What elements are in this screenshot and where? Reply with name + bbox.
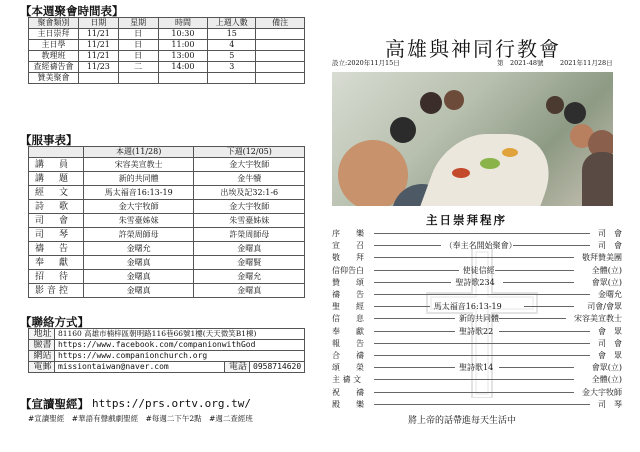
congregation-photo xyxy=(332,72,613,206)
order-title: 主日崇拜程序 xyxy=(426,213,507,227)
service-person: 金曙允 xyxy=(194,270,305,284)
meeting-cell xyxy=(256,40,305,51)
order-item: 合 禱 xyxy=(332,351,364,360)
meeting-row xyxy=(29,51,305,62)
bulletin-date: 2021年11月28日 xyxy=(560,59,613,67)
phone-label: 電話 xyxy=(225,362,250,373)
service-role: 司 會 xyxy=(29,214,84,228)
issue-number: 第 2021-48號 xyxy=(497,59,544,67)
order-row xyxy=(332,301,622,311)
order-content: 馬太福音16:13-19 xyxy=(433,302,502,312)
order-item: 奉 獻 xyxy=(332,326,364,336)
photo-person xyxy=(582,152,613,206)
order-row xyxy=(332,228,622,238)
service-person: 金大宇牧師 xyxy=(194,200,305,214)
col-header: 日期 xyxy=(78,18,118,29)
website-label: 網站 xyxy=(29,351,55,362)
leader-dashes xyxy=(374,331,455,332)
order-leader: 會 眾 xyxy=(598,351,622,360)
leader-dashes xyxy=(499,367,574,368)
order-content: 聖詩歌234 xyxy=(455,277,495,287)
photo-table xyxy=(417,134,566,206)
leader-dashes xyxy=(374,343,590,344)
order-row xyxy=(332,265,622,275)
facebook-label: 臉書 xyxy=(29,340,55,351)
service-row xyxy=(29,214,305,228)
service-person: 宋容美宣教士 xyxy=(83,158,194,172)
order-item: 頌 榮 xyxy=(332,363,364,373)
leader-dashes xyxy=(513,245,590,246)
leader-dashes xyxy=(374,306,430,307)
order-leader: 全體(立) xyxy=(591,265,622,275)
service-person: 許榮周師母 xyxy=(83,228,194,242)
photo-person xyxy=(444,90,464,110)
meeting-cell: 11:00 xyxy=(158,40,208,51)
order-leader: 司會/會眾 xyxy=(587,302,622,312)
meeting-row xyxy=(29,29,305,40)
email-value[interactable]: missiontaiwan@naver.com xyxy=(54,362,224,373)
service-person: 馬太福音16:13-19 xyxy=(83,186,194,200)
meeting-cell xyxy=(158,73,208,84)
service-role: 司 琴 xyxy=(29,228,84,242)
contact-email-row xyxy=(29,362,305,373)
order-list xyxy=(332,228,622,414)
order-leader: 敬拜贊美團 xyxy=(582,253,622,263)
service-role: 講 題 xyxy=(29,172,84,186)
leader-dashes xyxy=(374,379,574,380)
order-item: 信 息 xyxy=(332,314,364,324)
order-item: 信仰告白 xyxy=(332,265,364,275)
service-person: 新的共同體 xyxy=(83,172,194,186)
meeting-cell: 贊美聚會 xyxy=(29,73,79,84)
meeting-cell: 11/21 xyxy=(78,40,118,51)
meeting-cell: 二 xyxy=(118,62,158,73)
order-row xyxy=(332,277,622,287)
service-role: 講 員 xyxy=(29,158,84,172)
order-row xyxy=(332,313,622,323)
leader-dashes xyxy=(374,404,590,405)
meeting-cell: 10:30 xyxy=(158,29,208,40)
order-leader: 會 眾 xyxy=(598,326,622,336)
meetings-heading: 【本週聚會時間表】 xyxy=(20,4,124,18)
leader-dashes xyxy=(374,367,455,368)
col-header: 備注 xyxy=(256,18,305,29)
photo-person xyxy=(390,117,416,143)
photo-dish xyxy=(502,148,518,157)
service-row xyxy=(29,228,305,242)
service-heading: 【服事表】 xyxy=(20,133,78,147)
contact-website-row xyxy=(29,351,305,362)
order-content: 聖詩歌14 xyxy=(459,363,494,373)
contact-address-row xyxy=(29,329,305,340)
service-role: 招 待 xyxy=(29,270,84,284)
church-title: 高雄與神同行教會 xyxy=(385,37,561,61)
col-header: 聚會類別 xyxy=(29,18,79,29)
service-table xyxy=(28,146,305,298)
service-row xyxy=(29,270,305,284)
col-header: 上週人數 xyxy=(208,18,256,29)
contact-table xyxy=(28,328,305,373)
leader-dashes xyxy=(374,257,574,258)
service-header-row xyxy=(29,147,305,158)
meeting-cell: 日 xyxy=(118,51,158,62)
order-leader: 金大宇牧師 xyxy=(582,387,622,397)
order-content: 新的共同體 xyxy=(459,314,499,324)
order-item: 贊 頌 xyxy=(332,277,364,287)
order-leader: 會眾(立) xyxy=(591,363,622,373)
col-header: 時間 xyxy=(158,18,208,29)
order-leader: 司 會 xyxy=(598,229,622,238)
order-item: 宣 召 xyxy=(332,241,364,251)
service-role: 詩 歌 xyxy=(29,200,84,214)
photo-person xyxy=(564,102,586,124)
meeting-cell xyxy=(78,73,118,84)
photo-person xyxy=(420,92,442,114)
photo-dish xyxy=(452,168,470,178)
service-person: 金曙真 xyxy=(83,284,194,298)
order-row xyxy=(332,362,622,372)
meeting-cell xyxy=(118,73,158,84)
order-item: 報 告 xyxy=(332,338,364,348)
meeting-cell: 日 xyxy=(118,40,158,51)
service-row xyxy=(29,256,305,270)
address-value: 81160 高雄市楠梓區朝明路116巷66號1樓(天天微笑B1棟) xyxy=(54,329,304,340)
order-content: 使徒信經 xyxy=(462,265,495,275)
leader-dashes xyxy=(374,355,590,356)
order-leader: 宋容美宣教士 xyxy=(574,314,622,324)
leader-dashes xyxy=(374,270,459,271)
service-person: 金曙賢 xyxy=(194,256,305,270)
leader-dashes xyxy=(503,282,574,283)
col-header-this-week: 本週(11/28) xyxy=(83,147,194,158)
leader-dashes xyxy=(374,282,451,283)
service-role: 經 文 xyxy=(29,186,84,200)
meeting-cell: 13:00 xyxy=(158,51,208,62)
service-person: 金曙真 xyxy=(83,256,194,270)
bible-url-link[interactable]: https://prs.ortv.org.tw/ xyxy=(92,397,251,410)
order-row xyxy=(332,374,622,384)
meeting-cell: 教理班 xyxy=(29,51,79,62)
meeting-cell xyxy=(256,73,305,84)
meeting-row xyxy=(29,40,305,51)
leader-dashes xyxy=(374,245,441,246)
service-role: 禱 告 xyxy=(29,242,84,256)
leader-dashes xyxy=(495,270,574,271)
service-row xyxy=(29,186,305,200)
order-item: 祝 禱 xyxy=(332,387,364,397)
order-row xyxy=(332,399,622,409)
email-label: 電郵 xyxy=(29,362,55,373)
order-row xyxy=(332,350,622,360)
service-row xyxy=(29,200,305,214)
service-person: 朱雪臺姊妹 xyxy=(83,214,194,228)
col-header: 星期 xyxy=(118,18,158,29)
leader-dashes xyxy=(499,331,590,332)
service-row xyxy=(29,284,305,298)
service-blank-header xyxy=(29,147,84,158)
order-row xyxy=(332,326,622,336)
photo-dish xyxy=(480,158,500,169)
service-person: 金牛犢 xyxy=(194,172,305,186)
meeting-cell: 11/21 xyxy=(78,29,118,40)
meeting-cell: 查經禱告會 xyxy=(29,62,79,73)
meeting-cell: 主日崇拜 xyxy=(29,29,79,40)
order-row xyxy=(332,338,622,348)
meeting-row xyxy=(29,62,305,73)
phone-value: 0958714620 xyxy=(250,362,305,373)
leader-dashes xyxy=(374,233,590,234)
service-person: 金曙真 xyxy=(194,284,305,298)
service-person: 金曙允 xyxy=(83,242,194,256)
meeting-cell xyxy=(256,51,305,62)
meeting-cell: 14:00 xyxy=(158,62,208,73)
leader-dashes xyxy=(374,294,590,295)
meetings-header-row xyxy=(29,18,305,29)
meeting-cell xyxy=(256,62,305,73)
meetings-table xyxy=(28,17,305,84)
facebook-link[interactable]: https://www.facebook.com/companionwithGod xyxy=(54,340,304,351)
order-leader: 司 會 xyxy=(598,338,622,348)
service-person: 金大宇牧師 xyxy=(83,200,194,214)
meeting-cell: 15 xyxy=(208,29,256,40)
order-item: 禱 告 xyxy=(332,290,364,299)
bible-heading: 【宣讀聖經】 xyxy=(20,397,89,411)
order-item: 殿 樂 xyxy=(332,399,364,409)
meeting-cell xyxy=(208,73,256,84)
meeting-row xyxy=(29,73,305,84)
leader-dashes xyxy=(374,318,455,319)
order-content: （奉主名開始聚會） xyxy=(444,241,517,251)
leader-dashes xyxy=(499,318,566,319)
meeting-cell: 11/23 xyxy=(78,62,118,73)
service-person: 金曙真 xyxy=(83,270,194,284)
order-leader: 司 琴 xyxy=(598,399,622,409)
order-leader: 全體(立) xyxy=(591,375,622,385)
contact-facebook-row xyxy=(29,340,305,351)
meeting-cell: 5 xyxy=(208,51,256,62)
order-content: 聖詩歌22 xyxy=(459,326,494,336)
order-leader: 會眾(立) xyxy=(591,277,622,287)
service-person: 許榮周師母 xyxy=(194,228,305,242)
website-link[interactable]: https://www.companionchurch.org xyxy=(54,351,304,362)
col-header-next-week: 下週(12/05) xyxy=(194,147,305,158)
service-row xyxy=(29,158,305,172)
order-item: 聖 經 xyxy=(332,302,364,312)
meeting-cell: 4 xyxy=(208,40,256,51)
service-row xyxy=(29,242,305,256)
address-label: 地址 xyxy=(29,329,55,340)
bible-tags: #宣讀聖經 #華語有聲戲劇聖經 #每週二下午2點 #週二查經班 xyxy=(28,414,253,423)
order-item: 序 樂 xyxy=(332,229,364,238)
order-row xyxy=(332,252,622,262)
meeting-cell xyxy=(256,29,305,40)
service-role: 奉 獻 xyxy=(29,256,84,270)
service-person: 朱雪臺姊妹 xyxy=(194,214,305,228)
closing-line: 將上帝的話帶進每天生活中 xyxy=(408,416,517,426)
service-role: 影音控 xyxy=(29,284,84,298)
order-leader: 司 會 xyxy=(598,241,622,251)
order-item: 主 禱 文 xyxy=(332,375,362,385)
leader-dashes xyxy=(374,392,574,393)
order-item: 敬 拜 xyxy=(332,253,364,263)
leader-dashes xyxy=(524,306,574,307)
meeting-cell: 主日學 xyxy=(29,40,79,51)
order-row xyxy=(332,240,622,250)
order-leader: 金曙允 xyxy=(598,290,622,299)
meeting-cell: 3 xyxy=(208,62,256,73)
service-person: 出埃及記32:1-6 xyxy=(194,186,305,200)
meeting-cell: 11/21 xyxy=(78,51,118,62)
established-date: 設立:2020年11月15日 xyxy=(332,59,400,67)
contact-heading: 【聯絡方式】 xyxy=(20,315,89,329)
service-person: 金曙真 xyxy=(194,242,305,256)
order-row xyxy=(332,387,622,397)
service-person: 金大宇牧師 xyxy=(194,158,305,172)
photo-person xyxy=(546,96,564,114)
service-row xyxy=(29,172,305,186)
meeting-cell: 日 xyxy=(118,29,158,40)
order-row xyxy=(332,289,622,299)
